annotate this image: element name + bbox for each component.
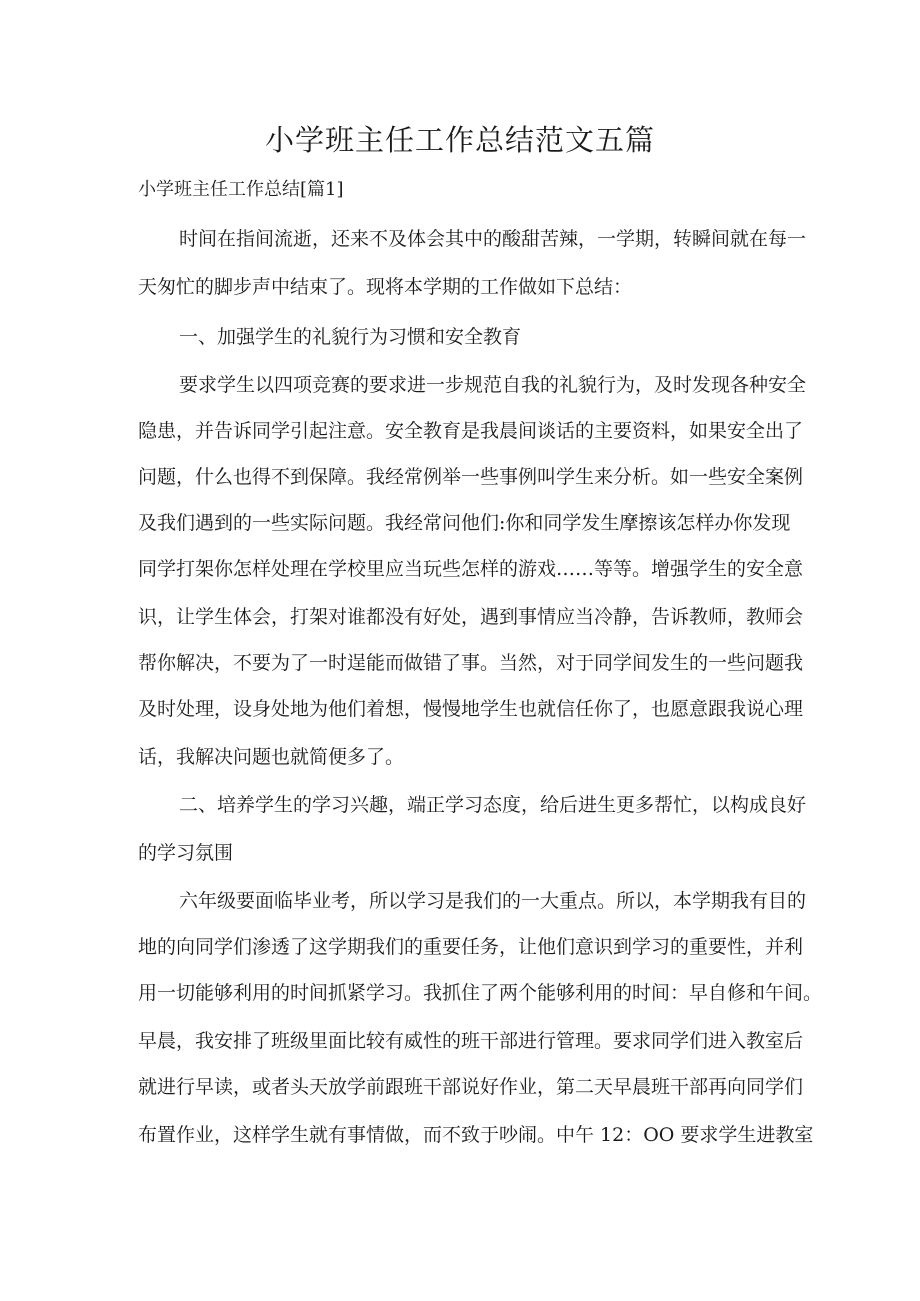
paragraph-line: 地的向同学们渗透了这学期我们的重要任务，让他们意识到学习的重要性，并利 [138, 936, 804, 958]
paragraph-line: 早晨，我安排了班级里面比较有威性的班干部进行管理。要求同学们进入教室后 [138, 1030, 804, 1052]
paragraph-line: 布置作业，这样学生就有事情做，而不致于吵闹。中午 12：OO 要求学生进教室 [138, 1124, 814, 1146]
paragraph-line: 时间在指间流逝，还来不及体会其中的酸甜苦辣，一学期，转瞬间就在每一 [179, 228, 807, 250]
paragraph-line: 用一切能够利用的时间抓紧学习。我抓住了两个能够利用的时间：早自修和午间。 [138, 982, 823, 1004]
paragraph-line: 及时处理，设身处地为他们着想，慢慢地学生也就信任你了，也愿意跟我说心理 [138, 698, 804, 720]
paragraph-line: 帮你解决，不要为了一时逞能而做错了事。当然，对于同学间发生的一些问题我 [138, 652, 804, 674]
section-heading: 小学班主任工作总结[篇1] [138, 179, 344, 200]
paragraph-line: 问题，什么也得不到保障。我经常例举一些事例叫学生来分析。如一些安全案例 [138, 466, 804, 488]
paragraph-line: 一、加强学生的礼貌行为习惯和安全教育 [179, 326, 522, 348]
paragraph-line: 二、培养学生的学习兴趣，端正学习态度，给后进生更多帮忙，以构成良好 [179, 794, 807, 816]
document-title: 小学班主任工作总结范文五篇 [264, 123, 655, 157]
paragraph-line: 同学打架你怎样处理在学校里应当玩些怎样的游戏……等等。增强学生的安全意 [138, 558, 804, 580]
paragraph-line: 的学习氛围 [138, 842, 234, 864]
paragraph-line: 就进行早读，或者头天放学前跟班干部说好作业，第二天早晨班干部再向同学们 [138, 1076, 804, 1098]
paragraph-line: 要求学生以四项竞赛的要求进一步规范自我的礼貌行为，及时发现各种安全 [179, 374, 807, 396]
paragraph-line: 天匆忙的脚步声中结束了。现将本学期的工作做如下总结： [138, 276, 633, 298]
paragraph-line: 隐患，并告诉同学引起注意。安全教育是我晨间谈话的主要资料，如果安全出了 [138, 420, 804, 442]
paragraph-line: 及我们遇到的一些实际问题。我经常问他们:你和同学发生摩擦该怎样办你发现 [138, 512, 791, 534]
paragraph-line: 话，我解决问题也就简便多了。 [138, 746, 405, 768]
paragraph-line: 识，让学生体会，打架对谁都没有好处，遇到事情应当冷静，告诉教师，教师会 [138, 606, 804, 628]
paragraph-line: 六年级要面临毕业考，所以学习是我们的一大重点。所以，本学期我有目的 [179, 890, 807, 912]
